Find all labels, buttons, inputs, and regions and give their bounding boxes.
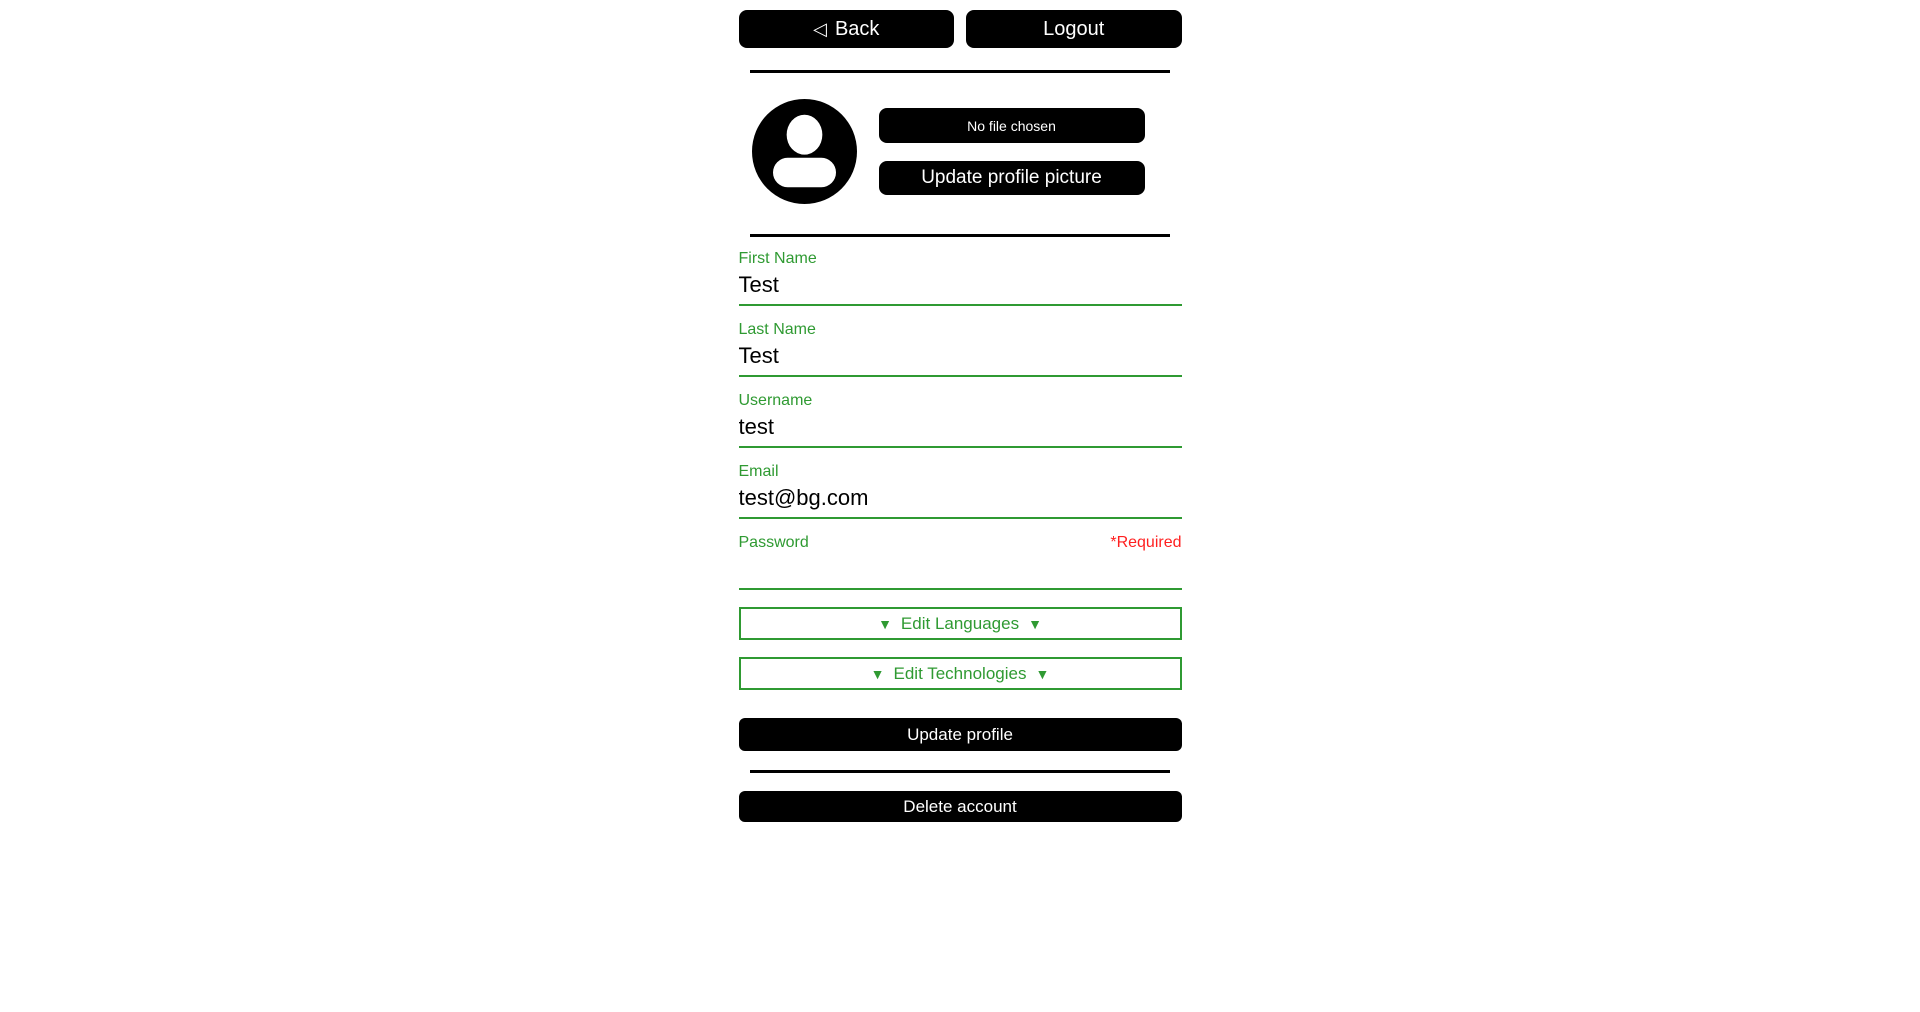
- profile-picture-section: [739, 99, 1182, 204]
- password-label: Password: [738, 534, 809, 551]
- edit-technologies-label: Edit Technologies: [893, 663, 1027, 683]
- logout-button[interactable]: [966, 10, 1182, 48]
- edit-technologies-expander[interactable]: [739, 657, 1182, 690]
- first-name-label: First Name: [738, 250, 817, 267]
- back-arrow-icon: ◁: [813, 18, 827, 39]
- first-name-field-group: [739, 249, 1182, 306]
- last-name-input[interactable]: [739, 339, 1182, 377]
- first-name-input[interactable]: [739, 268, 1182, 306]
- username-input[interactable]: [739, 410, 1182, 448]
- file-input-label: No file chosen: [967, 117, 1056, 134]
- edit-languages-expander[interactable]: [739, 607, 1182, 640]
- avatar: [752, 99, 857, 204]
- back-button[interactable]: [739, 10, 955, 48]
- update-profile-label: Update profile: [907, 724, 1013, 744]
- update-profile-button[interactable]: [739, 718, 1182, 751]
- divider: [750, 234, 1170, 237]
- username-label: Username: [738, 392, 813, 409]
- delete-account-button[interactable]: [739, 791, 1182, 822]
- logout-button-label: Logout: [1043, 17, 1105, 40]
- required-note: *Required: [1110, 534, 1182, 551]
- update-picture-label: Update profile picture: [921, 167, 1102, 188]
- password-input[interactable]: [739, 552, 1182, 590]
- file-input-button[interactable]: [879, 108, 1145, 143]
- profile-form: [739, 249, 1182, 751]
- top-button-row: [739, 10, 1182, 48]
- chevron-down-icon: ▼: [1028, 615, 1042, 632]
- last-name-field-group: [739, 320, 1182, 377]
- edit-languages-label: Edit Languages: [900, 613, 1020, 633]
- person-circle-icon: [752, 99, 857, 204]
- delete-account-label: Delete account: [903, 796, 1017, 816]
- update-picture-button[interactable]: [879, 161, 1145, 195]
- email-field-group: [739, 462, 1182, 519]
- back-button-label: Back: [834, 17, 880, 40]
- last-name-label: Last Name: [738, 321, 816, 338]
- email-label: Email: [738, 463, 779, 480]
- chevron-down-icon: ▼: [878, 615, 892, 632]
- email-input[interactable]: [739, 481, 1182, 519]
- password-field-group: [739, 533, 1182, 590]
- chevron-down-icon: ▼: [1035, 665, 1050, 682]
- divider: [750, 770, 1170, 773]
- chevron-down-icon: ▼: [870, 665, 885, 682]
- divider: [750, 70, 1170, 73]
- username-field-group: [739, 391, 1182, 448]
- profile-page: [739, 0, 1182, 822]
- picture-buttons-column: [879, 108, 1145, 195]
